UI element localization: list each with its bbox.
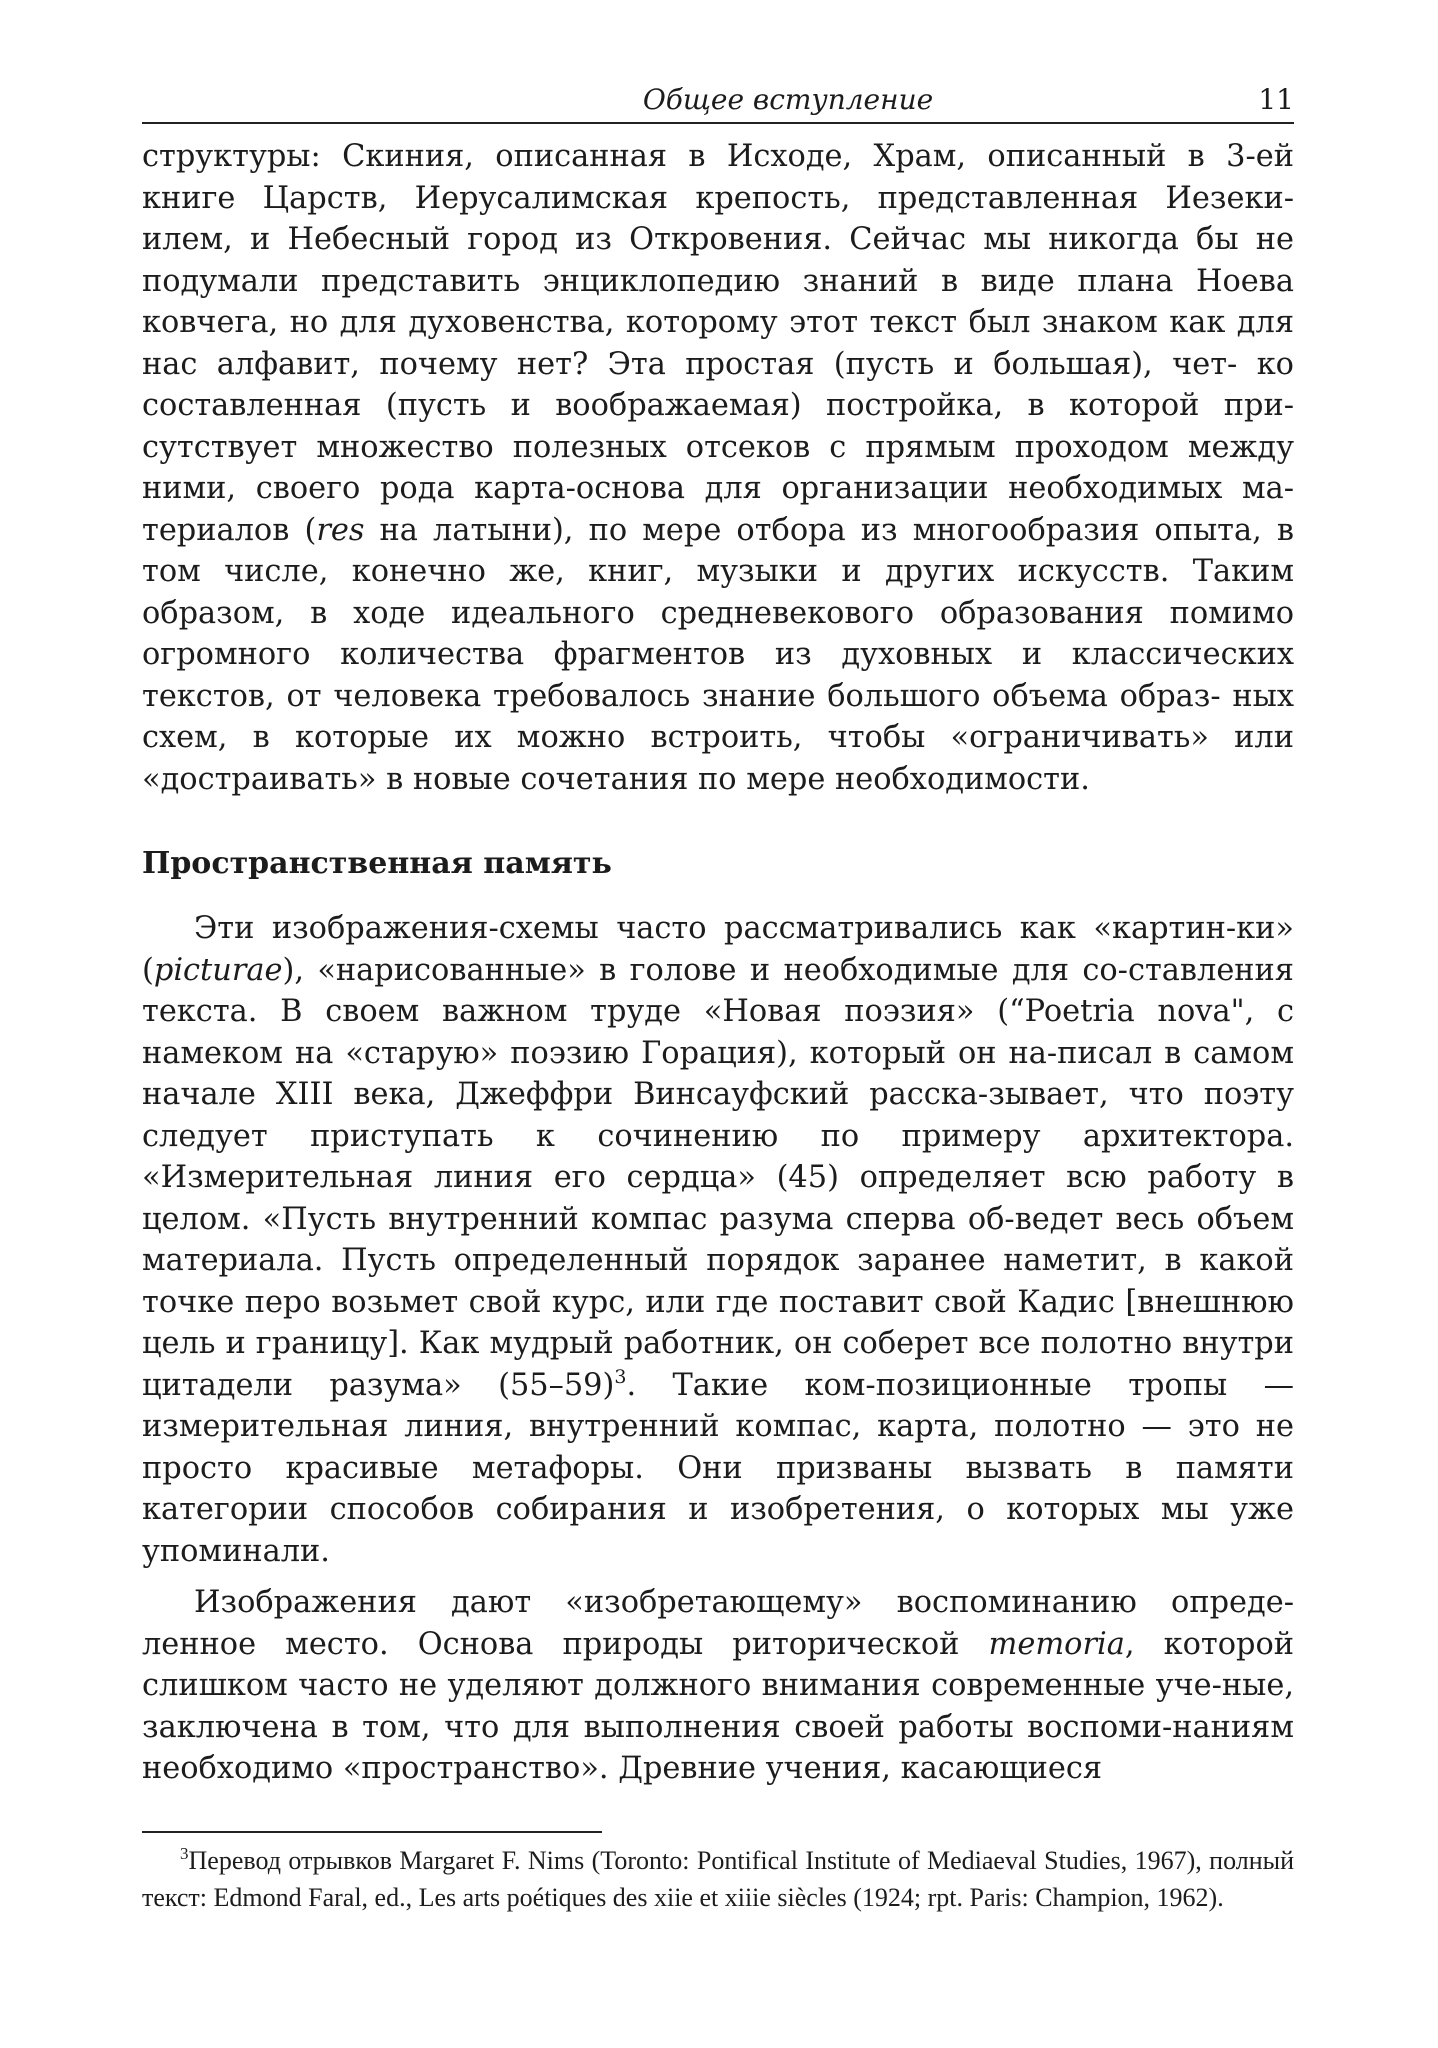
footnote — [142, 1842, 1294, 1916]
para1-line-10-before: териалов ( — [142, 512, 317, 548]
para1-line-4: подумали представить энциклопедию знаний в виде плана Ноева — [142, 263, 1294, 299]
para1-line-5: ковчега, но для духовенства, которому этот текст был знаком как — [142, 305, 1226, 340]
para1-line-15: ных схем, в которые их можно встроить, чтобы «ограничивать» — [142, 678, 1294, 755]
footnote-divider — [142, 1831, 602, 1833]
para1-line-2: книге Царств, Иерусалимская крепость, представленная Иезеки- — [142, 180, 1294, 216]
paragraph — [142, 1582, 1294, 1790]
footnote-number: 3 — [180, 1844, 189, 1863]
page-number: 11 — [1258, 83, 1294, 116]
book-page — [142, 80, 1294, 1790]
footnote-ref[interactable]: 3 — [614, 1365, 627, 1388]
para1-line-8: сутствует множество полезных отсеков с прямым проходом между — [142, 429, 1294, 465]
footnote-text: Перевод отрывков Margaret F. Nims (Toronto: Pontifical Institute of Mediaeval Studies, 1967), полный текст: Edmond Faral, ed., Les arts poétiques des xiie et xiiie siècles (1924; rpt. Paris: Champion, 1962). — [142, 1846, 1294, 1912]
para1-line-9: ними, своего рода карта-основа для организации необходимых ма- — [142, 471, 1294, 506]
para3-text-b: , которой слишком часто не уделяют должного внимания современные уче-ные, заключена в том, что для выполнения своей работы воспоми-наниям необходимо «пространство». Древние учения, касающиеся — [142, 1626, 1294, 1786]
latin-term-memoria: memoria — [988, 1626, 1125, 1662]
para1-line-14: текстов, от человека требовалось знание большого объема образ- — [142, 678, 1221, 714]
para2-text-c: . Такие ком-позиционные тропы — измерительная линия, внутренний компас, карта, полотно — это не просто красивые метафоры. Они призваны вызвать в памяти категории способов собирания и изобретения, о которых мы уже упоминали. — [142, 1367, 1294, 1569]
para1-line-6: для нас алфавит, почему нет? Эта простая (пусть и большая), чет- — [142, 305, 1294, 382]
para2-text-b: ), «нарисованные» в голове и необходимые для со-ставления текста. В своем важном труде «Новая поэзия» (“Poetria nova", с намеком на «старую» поэзию Горация), который он на-писал в самом начале XIII века, Джеффри Винсауфский расска-зывает, что поэту следует приступать к сочинению по примеру архитектора. «Измерительная линия его сердца» (45) определяет всю работу в целом. «Пусть внутренний компас разума сперва об-ведет весь объем материала. Пусть определенный порядок заранее наметит, в какой точке перо возьмет свой курс, или где поставит свой Кадис [внешнюю цель и границу]. Как мудрый работник, он соберет все полотно внутри цитадели разума» (55–59) — [142, 952, 1294, 1403]
paragraph — [142, 908, 1294, 1572]
para3-text-a: Изображения дают «изобретающему» воспоминанию опреде-ленное место. Основа природы риторической — [142, 1585, 1294, 1662]
latin-term-res: res — [316, 512, 365, 548]
para1-line-1: структуры: Скиния, описанная в Исходе, Храм, описанный в 3-ей — [142, 139, 1294, 174]
para2-text-a: Эти изображения-схемы часто рассматривались как «картин-ки» ( — [142, 911, 1294, 988]
footnotes — [142, 1842, 1294, 1916]
running-header — [142, 80, 1294, 124]
latin-term-picturae: picturae — [153, 952, 283, 988]
para1-line-3: илем, и Небесный город из Откровения. Сейчас мы никогда бы не — [142, 222, 1294, 257]
para1-line-11: в том числе, конечно же, книг, музыки и других искусств. Таким — [142, 512, 1294, 589]
body-text — [142, 136, 1294, 1790]
para1-line-16: или «достраивать» в новые сочетания по мере необходимости. — [142, 720, 1294, 797]
para1-line-13: огромного количества фрагментов из духовных и классических — [142, 637, 1294, 672]
para1-line-12: образом, в ходе идеального средневекового образования помимо — [142, 595, 1294, 631]
para1-line-10-after: на латыни), по мере отбора из многообразия опыта, — [364, 512, 1262, 548]
section-heading: Пространственная память — [142, 846, 612, 881]
paragraph-continued — [142, 136, 1294, 800]
para1-line-7: ко составленная (пусть и воображаемая) постройка, в которой при- — [142, 346, 1294, 423]
running-title: Общее вступление — [642, 83, 934, 116]
